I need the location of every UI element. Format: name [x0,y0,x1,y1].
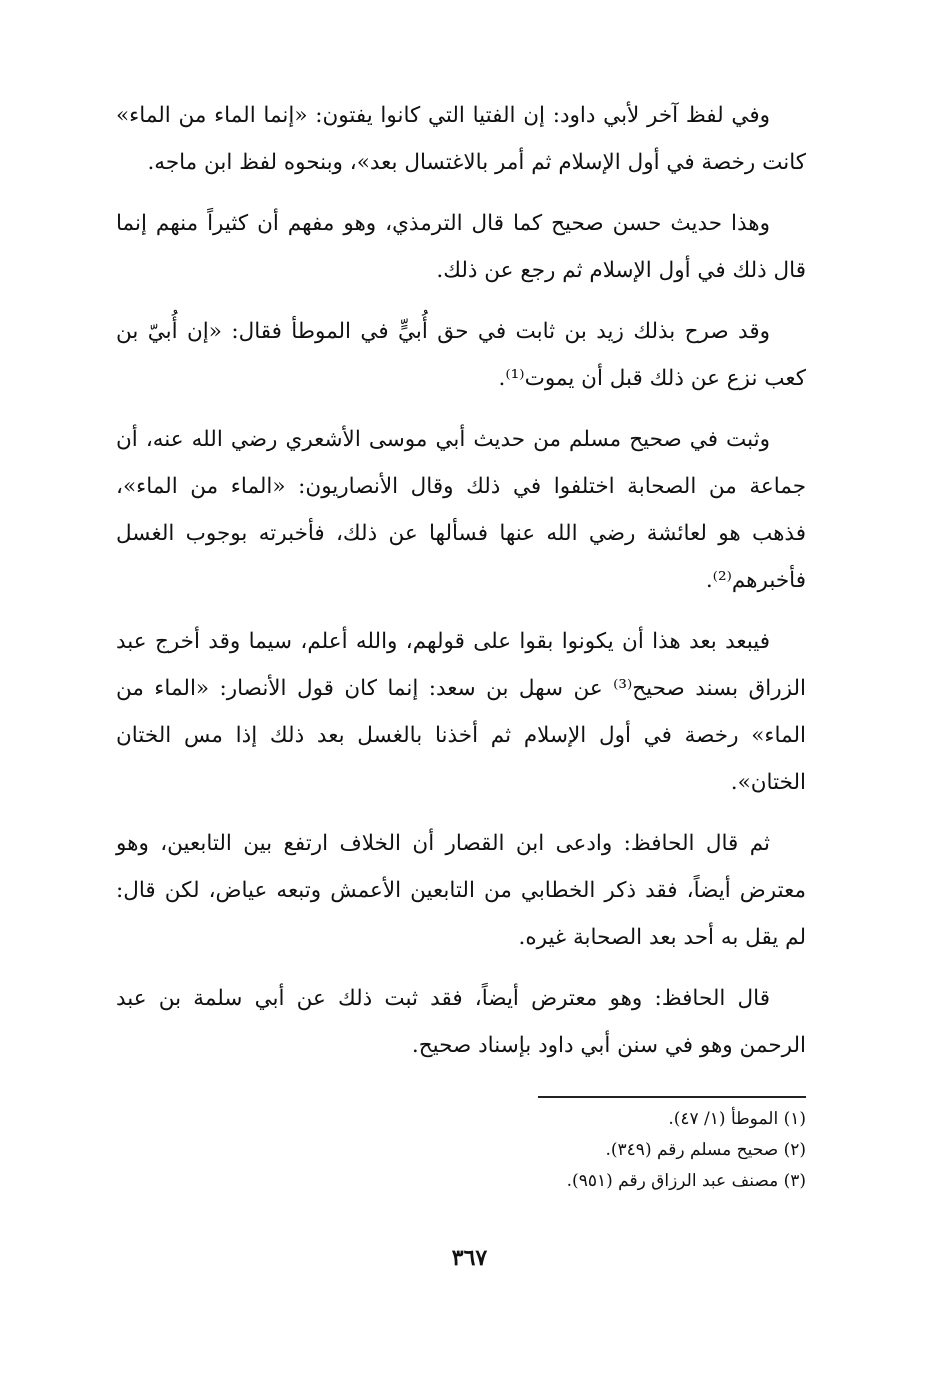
paragraph: وفي لفظ آخر لأبي داود: إن الفتيا التي كانوا يفتون: «إنما الماء من الماء» كانت رخصة في أول الإسلام ثم أمر بالاغتسال بعد»، وبنحوه لفظ ابن ماجه. [116,103,806,175]
paragraph: وثبت في صحيح مسلم من حديث أبي موسى الأشعري رضي الله عنه، أن جماعة من الصحابة اختلفوا في ذلك وقال الأنصاريون: «الماء من الماء»، فذهب هو لعائشة رضي الله عنها فسألها عن ذلك، فأخبرته بوجوب الغسل فأخبرهم⁽²⁾. [116,427,806,593]
page-number: ٣٦٧ [451,1245,488,1271]
body-text [116,92,806,1083]
footnotes-list [116,1104,806,1197]
paragraph: قال الحافظ: وهو معترض أيضاً، فقد ثبت ذلك عن أبي سلمة بن عبد الرحمن وهو في سنن أبي داود بإسناد صحيح. [116,986,806,1058]
footnote: (٢) صحيح مسلم رقم (٣٤٩). [605,1140,806,1160]
book-page [0,92,939,1362]
footnote-divider [538,1096,806,1098]
footnote: (٣) مصنف عبد الرزاق رقم (٩٥١). [566,1171,806,1191]
paragraph: وقد صرح بذلك زيد بن ثابت في حق أُبيٍّ في الموطأ فقال: «إن أُبيّ بن كعب نزع عن ذلك قبل أن يموت⁽¹⁾. [116,319,806,391]
footnote: (١) الموطأ (١/ ٤٧). [668,1109,806,1129]
paragraph: فيبعد بعد هذا أن يكونوا بقوا على قولهم، والله أعلم، سيما وقد أخرج عبد الزراق بسند صحيح⁽³⁾ عن سهل بن سعد: إنما كان قول الأنصار: «الماء من الماء» رخصة في أول الإسلام ثم أخذنا بالغسل بعد ذلك إذا مس الختان الختان». [116,629,806,795]
paragraph: ثم قال الحافظ: وادعى ابن القصار أن الخلاف ارتفع بين التابعين، وهو معترض أيضاً، فقد ذكر الخطابي من التابعين الأعمش وتبعه عياض، لكن قال: لم يقل به أحد بعد الصحابة غيره. [116,831,806,950]
paragraph: وهذا حديث حسن صحيح كما قال الترمذي، وهو مفهم أن كثيراً منهم إنما قال ذلك في أول الإسلام ثم رجع عن ذلك. [116,211,806,283]
